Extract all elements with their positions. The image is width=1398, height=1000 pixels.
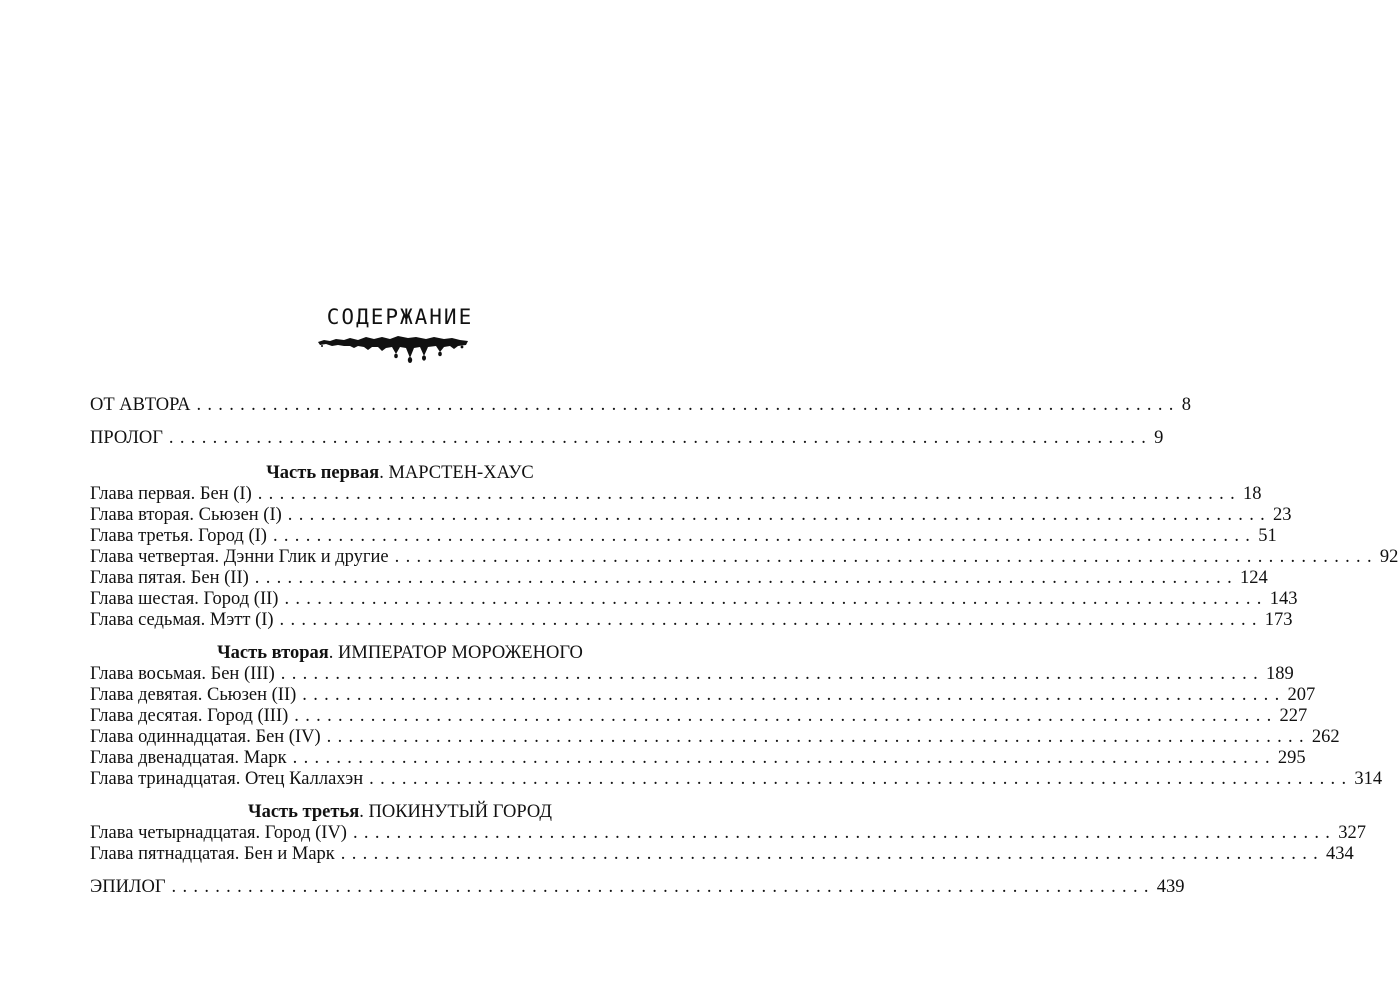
dot-leader: ..........................................................................................	[394, 547, 1378, 567]
dot-leader: ..........................................................................................	[292, 748, 1276, 768]
toc-entry-chapter-8[interactable]	[90, 663, 1294, 685]
toc-entry-chapter-13[interactable]	[90, 768, 1383, 790]
dot-leader: ..........................................................................................	[294, 706, 1278, 726]
toc-page-number: 51	[1258, 526, 1277, 546]
toc-entry-chapter-15[interactable]	[90, 843, 1354, 865]
toc-entry-chapter-10[interactable]	[90, 705, 1308, 727]
dot-leader: ..........................................................................................	[279, 610, 1263, 630]
toc-entry-chapter-2[interactable]	[90, 504, 1292, 526]
toc-entry-author-note[interactable]	[90, 394, 1191, 416]
dot-leader: ..........................................................................................	[272, 526, 1257, 546]
dot-leader: ..........................................................................................	[171, 877, 1155, 897]
toc-entry-chapter-9[interactable]	[90, 684, 1316, 706]
toc-entry-label: Глава первая. Бен (I)	[90, 484, 252, 504]
dot-leader: ..........................................................................................	[254, 568, 1239, 588]
toc-entry-label: Глава пятнадцатая. Бен и Марк	[90, 844, 335, 864]
part-heading-2: Часть вторая. ИМПЕРАТОР МОРОЖЕНОГО	[217, 643, 583, 663]
toc-entry-label: Глава третья. Город (I)	[90, 526, 267, 546]
toc-entry-label: Глава одиннадцатая. Бен (IV)	[90, 727, 321, 747]
toc-entry-chapter-1[interactable]	[90, 483, 1262, 505]
toc-page-number: 434	[1326, 844, 1354, 864]
toc-entry-prologue[interactable]	[90, 427, 1164, 449]
toc-entry-label: ЭПИЛОГ	[90, 877, 166, 897]
toc-entry-label: Глава десятая. Город (III)	[90, 706, 289, 726]
toc-page-number: 143	[1269, 589, 1298, 609]
toc-page-number: 227	[1279, 706, 1308, 726]
part-title: ИМПЕРАТОР МОРОЖЕНОГО	[338, 643, 583, 663]
toc-entry-chapter-12[interactable]	[90, 747, 1306, 769]
toc-entry-label: ПРОЛОГ	[90, 428, 163, 448]
part-title: МАРСТЕН-ХАУС	[388, 463, 534, 483]
dot-leader: ..........................................................................................	[196, 395, 1180, 415]
toc-entry-label: Глава вторая. Сьюзен (I)	[90, 505, 282, 525]
dot-leader: ..........................................................................................	[168, 428, 1153, 448]
toc-page-number: 9	[1154, 428, 1164, 448]
toc-entry-label: Глава шестая. Город (II)	[90, 589, 279, 609]
toc-entry-chapter-5[interactable]	[90, 567, 1268, 589]
toc-page-number: 439	[1156, 877, 1185, 897]
toc-page-number: 314	[1354, 769, 1383, 789]
toc-page-number: 327	[1338, 823, 1366, 843]
part-label: Часть третья	[248, 802, 360, 822]
toc-page-number: 189	[1266, 664, 1294, 684]
toc-page-number: 92	[1379, 547, 1398, 567]
dot-leader: ..........................................................................................	[284, 589, 1268, 609]
toc-entry-label: Глава двенадцатая. Марк	[90, 748, 287, 768]
toc-entry-label: Глава тринадцатая. Отец Каллахэн	[90, 769, 364, 789]
dot-leader: ..........................................................................................	[287, 505, 1272, 525]
toc-page-number: 173	[1264, 610, 1293, 630]
toc-entry-label: Глава седьмая. Мэтт (I)	[90, 610, 274, 630]
toc-page-number: 23	[1273, 505, 1292, 525]
toc-entry-label: Глава девятая. Сьюзен (II)	[90, 685, 297, 705]
dot-leader: ..........................................................................................	[280, 664, 1265, 684]
toc-entry-epilogue[interactable]	[90, 876, 1185, 898]
toc-entry-chapter-14[interactable]	[90, 822, 1366, 844]
toc-page-number: 262	[1311, 727, 1340, 747]
dot-leader: ..........................................................................................	[369, 769, 1353, 789]
toc-entry-label: Глава четырнадцатая. Город (IV)	[90, 823, 347, 843]
dot-leader: ..........................................................................................	[257, 484, 1241, 504]
part-label: Часть вторая	[217, 643, 329, 663]
toc-entry-chapter-7[interactable]	[90, 609, 1293, 631]
page-title: СОДЕРЖАНИЕ	[326, 305, 474, 329]
dot-leader: ..........................................................................................	[340, 844, 1325, 864]
toc-page-number: 207	[1287, 685, 1316, 705]
toc-page-number: 295	[1277, 748, 1306, 768]
dot-leader: ..........................................................................................	[302, 685, 1286, 705]
toc-page-number: 8	[1181, 395, 1191, 415]
dot-leader: ..........................................................................................	[352, 823, 1337, 843]
toc-entry-label: Глава пятая. Бен (II)	[90, 568, 249, 588]
toc-entry-chapter-3[interactable]	[90, 525, 1277, 547]
toc-entry-label: Глава четвертая. Дэнни Глик и другие	[90, 547, 389, 567]
part-title: ПОКИНУТЫЙ ГОРОД	[368, 802, 552, 822]
toc-page-number: 124	[1240, 568, 1268, 588]
toc-entry-chapter-11[interactable]	[90, 726, 1340, 748]
toc-page-number: 18	[1243, 484, 1262, 504]
part-label: Часть первая	[266, 463, 380, 483]
toc-entry-label: ОТ АВТОРА	[90, 395, 191, 415]
part-heading-3: Часть третья. ПОКИНУТЫЙ ГОРОД	[248, 802, 552, 822]
toc-entry-chapter-6[interactable]	[90, 588, 1298, 610]
dripping-ink-divider-icon	[316, 334, 470, 364]
toc-entry-chapter-4[interactable]	[90, 546, 1398, 568]
dot-leader: ..........................................................................................	[326, 727, 1310, 747]
part-heading-1: Часть первая. МАРСТЕН-ХАУС	[266, 463, 534, 483]
toc-entry-label: Глава восьмая. Бен (III)	[90, 664, 275, 684]
